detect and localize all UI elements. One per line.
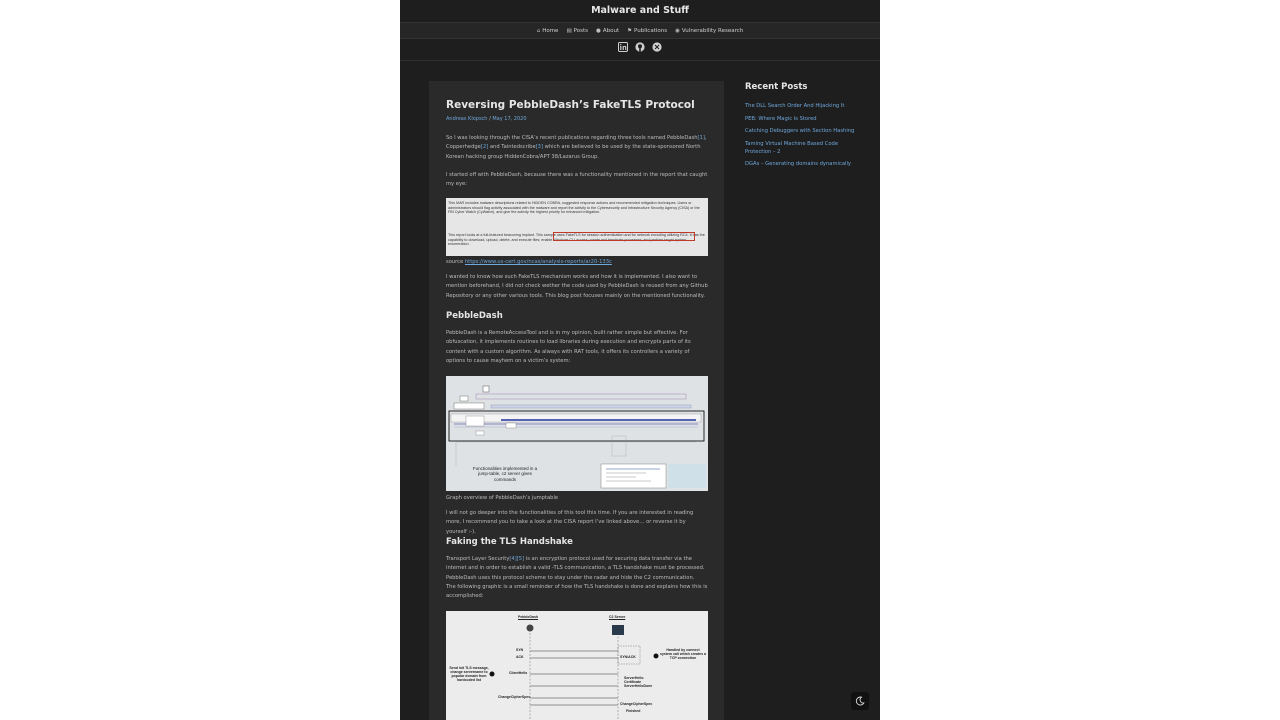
date-link[interactable]: May 17, 2020 (492, 116, 527, 122)
label-synack: SYN/ACK (620, 655, 636, 659)
ref-link-2[interactable]: [2] (480, 144, 489, 151)
document-icon: ▤ (566, 27, 572, 34)
header-divider (400, 60, 880, 61)
paragraph-6: Transport Layer Security[4][5] is an encryption protocol used for securing data transfer via the internet and in order to establish a valid -TLS communication, a TLS handshake must be processed. PebbleDash uses this protocol scheme to stay under the radar and hide the C2 communication. The following graphic is a small reminder of how the TLS handshake is done and explains how this is accomplished: (446, 556, 708, 600)
site-title[interactable]: Malware and Stuff (591, 5, 689, 16)
social-links (400, 42, 880, 52)
post-title[interactable]: Reversing PebbleDash’s FakeTLS Protocol (446, 99, 695, 111)
nav-item-posts[interactable] (566, 28, 588, 34)
page (400, 0, 880, 720)
nav-item-publications[interactable] (627, 28, 667, 34)
label-serverhello: ServerHello Certificate ServerHelloDone (624, 676, 653, 688)
report-excerpt-image (446, 198, 708, 256)
nav-label: Publications (634, 27, 668, 34)
github-icon[interactable] (635, 42, 645, 52)
moon-icon (855, 696, 865, 706)
jumptable-graph-image (446, 376, 708, 491)
graph-inner-caption: Functionalities implemented in a jump-table, c2 server gives commands (472, 466, 538, 482)
recent-post-link[interactable]: DGAs – Generating domains dynamically (745, 161, 851, 167)
eye-icon: ◉ (675, 27, 680, 34)
article-card (429, 81, 724, 720)
linkedin-icon[interactable] (618, 42, 628, 52)
nav-label: Vulnerability Research (681, 27, 744, 34)
nav-label: About (602, 27, 620, 34)
sidebar (745, 82, 865, 173)
label-ccs-right: ChangeCipherSpec (620, 702, 653, 706)
diagram-c2-title: C2 Server (609, 615, 626, 619)
recent-posts-list (745, 102, 865, 168)
flag-icon: ⚑ (627, 27, 633, 34)
recent-post-link[interactable]: Taming Virtual Machine Based Code Protection – 2 (745, 140, 839, 155)
tls-handshake-diagram (446, 611, 708, 720)
note-init-tls: Send init TLS message, change servername to popular domain from hardcoded list (449, 666, 489, 682)
nav-item-vulnerability-research[interactable] (675, 28, 743, 34)
x-icon[interactable] (652, 42, 662, 52)
paragraph-3: I wanted to know how such FakeTLS mechanism works and how it is implemented. I also want to mention beforehand, I did not check wether the code used by PebbleDash is reused from any Github Repository or any other various tools. This blog post focuses mainly on the mentioned functionality. (446, 274, 708, 299)
diagram-pebbledash-title: PebbleDash (518, 615, 539, 619)
user-icon: ● (596, 27, 601, 34)
author-link[interactable]: Andreas Klopsch (446, 116, 488, 122)
ref-link-3[interactable]: [3] (535, 144, 543, 151)
highlight-box (553, 232, 695, 241)
nav-item-home[interactable] (537, 28, 559, 34)
excerpt-text-2: This report looks at a full-featured beaconing implant. This sample uses FakeTLS for session authentication and for network encoding utilizing RC4. It has the capability to download, upload, delete, and execute files; enable Windows CLI access; create and terminate processes; and perform target system enumeration. (448, 233, 705, 247)
recent-posts-title: Recent Posts (745, 82, 808, 92)
recent-post-link[interactable]: PEB: Where Magic Is Stored (745, 115, 817, 122)
paragraph-5: I will not go deeper into the functionalities of this tool this time. If you are interested in reading more, I recommend you to take a look at the CISA report I’ve linked above… or reverse it by yourself :-). (446, 510, 694, 535)
ref-link-4-5[interactable]: [4][5] (509, 556, 525, 562)
excerpt-text-1: This MAR includes malware descriptions related to HIDDEN COBRA, suggested response actions and recommended mitigation techniques. Users or administrators should flag activity associated with the malware and report the activity to the Cybersecurity and Infrastructure Security Agency (CISA) or the FBI Cyber Watch (CyWatch), and give the activity the highest priority for enhanced mitigation. (448, 201, 700, 215)
source-link[interactable]: https://www.us-cert.gov/ncas/analysis-reports/ar20-133c (464, 259, 612, 265)
nav-label: Home (542, 27, 559, 34)
note-connect: Handled by connect system call which creates a TCP connection (660, 648, 706, 660)
home-icon: ⌂ (536, 27, 541, 34)
recent-post-link[interactable]: The DLL Search Order And Hijacking It (745, 103, 845, 109)
label-clienthello: ClientHello (509, 671, 528, 675)
source-line: source https://www.us-cert.gov/ncas/analysis-reports/ar20-133c (446, 259, 612, 265)
nav-item-about[interactable] (596, 28, 619, 34)
recent-post-link[interactable]: Catching Debuggers with Section Hashing (745, 128, 855, 134)
paragraph-4: PebbleDash is a RemoteAccessTool and is in my opinion, built rather simple but effective. For obfuscation, it implements routines to load libraries during execution and encrypts parts of its content with a custom algorithm. As always with RAT tools, it offers its controllers a variety of options to cause mayhem on a victim’s system: (446, 330, 691, 364)
main-nav (400, 22, 880, 39)
label-syn: SYN (516, 648, 524, 652)
label-ack: ACK (516, 655, 524, 659)
heading-faking-tls: Faking the TLS Handshake (446, 537, 573, 547)
paragraph-intro: So I was looking through the CISA’s recent publications regarding three tools named PebbleDash[1], Copperhedge[2] and Taintedscribe[3] which are believed to be used by the state-sponsored North Korean hacking group HiddenCobra/APT 38/Lazarus Group. (446, 135, 707, 160)
post-byline: Andreas Klopsch / May 17, 2020 (446, 116, 527, 122)
label-finished: Finished (626, 709, 641, 713)
label-ccs-left: ChangeCipherSpec (498, 695, 531, 699)
heading-pebbledash: PebbleDash (446, 311, 503, 321)
figure-caption: Graph overview of PebbleDash’s jumptable (446, 495, 559, 501)
ref-link-1[interactable]: [1] (697, 135, 705, 141)
nav-label: Posts (573, 27, 589, 34)
paragraph-2: I started off with PebbleDash, because there was a functionality mentioned in the report that caught my eye: (446, 172, 708, 188)
theme-toggle-button[interactable] (851, 692, 869, 710)
